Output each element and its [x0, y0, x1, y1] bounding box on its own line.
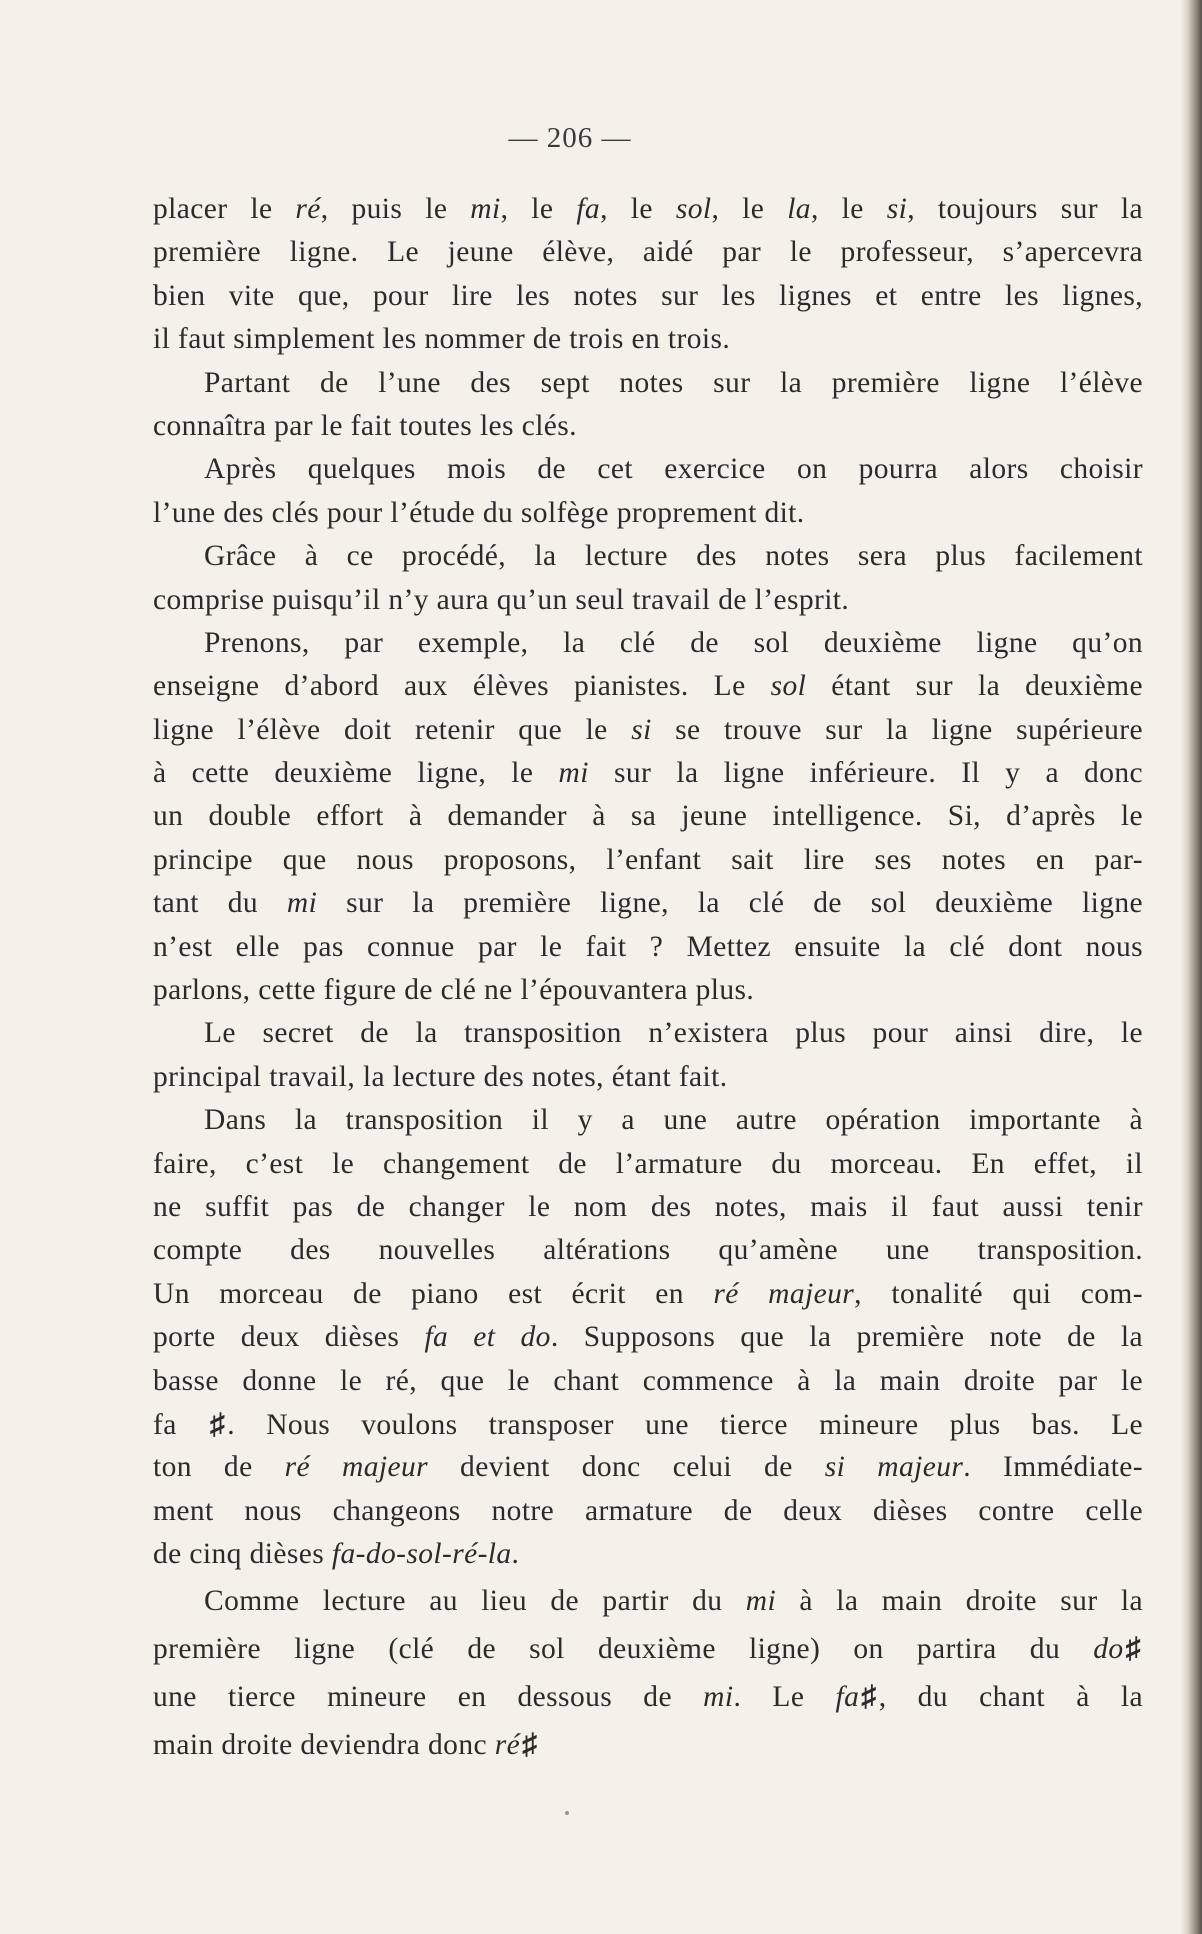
text-run: basse donne le ré, que le chant commence à la main droite par le — [153, 1364, 1143, 1397]
text-line — [153, 318, 1143, 361]
text-run: l’une des clés pour l’étude du solfège proprement dit. — [153, 496, 805, 529]
text-line — [153, 795, 1143, 838]
italic-term: ré — [494, 1728, 521, 1761]
text-run: il faut simplement les nommer de trois en trois. — [153, 323, 731, 356]
text-run: . — [511, 1538, 520, 1571]
text-line — [153, 969, 1143, 1012]
sharp-sign-icon: ♯ — [861, 1679, 877, 1713]
text-line — [153, 275, 1143, 318]
text-run: , toujours sur la — [907, 193, 1143, 225]
text-run: , le — [711, 193, 788, 225]
text-line — [153, 926, 1143, 969]
italic-term: fa — [576, 193, 601, 225]
text-line — [153, 1056, 1143, 1099]
text-line — [153, 362, 1143, 405]
text-line — [153, 1721, 1143, 1769]
text-run: parlons, cette figure de clé ne l’épouvantera plus. — [153, 974, 755, 1007]
text-run: ment nous changeons notre armature de deux dièses contre celle — [153, 1494, 1143, 1527]
text-run: ne suffit pas de changer le nom des notes, mais il faut aussi tenir — [153, 1190, 1143, 1223]
text-line — [153, 492, 1143, 535]
text-line — [153, 665, 1143, 708]
text-run: de cinq dièses — [153, 1538, 332, 1571]
text-line — [153, 1625, 1143, 1673]
text-run: . Nous voulons transposer une tierce mineure plus bas. Le — [227, 1408, 1143, 1441]
text-run: comprise puisqu’il n’y aura qu’un seul travail de l’esprit. — [153, 583, 850, 616]
italic-term: si majeur — [824, 1451, 964, 1484]
text-run: connaîtra par le fait toutes les clés. — [153, 409, 577, 442]
italic-term: ré majeur — [713, 1277, 855, 1310]
sharp-sign-icon: ♯ — [1125, 1631, 1141, 1665]
sharp-sign-icon: ♯ — [209, 1407, 226, 1441]
italic-term: do — [1093, 1632, 1124, 1665]
text-run: ligne l’élève doit retenir que le — [153, 713, 632, 746]
text-run: se trouve sur la ligne supérieure — [651, 713, 1143, 746]
text-run: , tonalité qui com- — [854, 1277, 1143, 1310]
italic-term: fa-do-sol-ré-la — [331, 1538, 512, 1571]
text-run: . Le — [733, 1680, 836, 1713]
sharp-sign-icon: ♯ — [522, 1727, 538, 1761]
text-line — [153, 535, 1143, 578]
text-run: . Supposons que la première note de la — [550, 1321, 1143, 1354]
text-run: n’est elle pas connue par le fait ? Mettez ensuite la clé dont nous — [153, 930, 1143, 963]
text-line — [153, 1577, 1143, 1625]
text-line — [153, 1012, 1143, 1055]
italic-term: mi — [470, 193, 501, 225]
text-run: Après quelques mois de cet exercice on pourra alors choisir — [204, 453, 1143, 486]
text-run: étant sur la deuxième — [806, 670, 1143, 703]
text-run: à la main droite sur la — [776, 1584, 1143, 1617]
italic-term: ré majeur — [284, 1451, 429, 1484]
italic-term: si — [631, 713, 652, 746]
text-run: faire, c’est le changement de l’armature du morceau. En effet, il — [153, 1147, 1143, 1180]
text-line — [153, 622, 1143, 665]
text-run: Le secret de la transposition n’existera plus pour ainsi dire, le — [204, 1017, 1143, 1050]
text-line — [153, 1186, 1143, 1229]
text-line — [153, 1673, 1143, 1721]
text-run: Comme lecture au lieu de partir du — [204, 1584, 746, 1617]
text-run: compte des nouvelles altérations qu’amène une transposition. — [153, 1234, 1143, 1267]
text-run: main droite deviendra donc — [153, 1728, 495, 1761]
text-line — [153, 1446, 1143, 1489]
text-run: Partant de l’une des sept notes sur la première ligne l’élève — [204, 366, 1143, 399]
text-run: principal travail, la lecture des notes, étant fait. — [153, 1060, 728, 1093]
italic-term: si — [886, 193, 908, 225]
text-run: , le — [810, 193, 887, 225]
text-run: sur la ligne inférieure. Il y a donc — [588, 757, 1143, 790]
italic-term: mi — [286, 887, 318, 920]
text-line — [153, 839, 1143, 882]
text-line — [153, 231, 1143, 274]
italic-term: la — [787, 193, 811, 225]
italic-term: mi — [745, 1584, 777, 1617]
text-line — [153, 1316, 1143, 1359]
text-run: placer le — [153, 193, 296, 225]
text-run: à cette deuxième ligne, le — [153, 757, 559, 790]
text-run: bien vite que, pour lire les notes sur les lignes et entre les lignes, — [153, 279, 1143, 312]
text-run: enseigne d’abord aux élèves pianistes. Le — [153, 670, 771, 703]
text-run: Un morceau de piano est écrit en — [153, 1277, 714, 1310]
ink-speck — [565, 1811, 569, 1815]
text-run: , le — [500, 193, 577, 225]
page-number: — 206 — — [508, 122, 632, 154]
body-text — [153, 188, 1143, 1769]
text-run: première ligne. Le jeune élève, aidé par le professeur, s’apercevra — [153, 236, 1143, 269]
text-line — [153, 1229, 1143, 1272]
page-edge-shadow — [1180, 0, 1202, 1934]
text-line — [153, 579, 1143, 622]
italic-term: fa — [835, 1680, 860, 1713]
text-line — [153, 405, 1143, 448]
text-run: un double effort à demander à sa jeune intelligence. Si, d’après le — [153, 800, 1143, 833]
text-line — [153, 882, 1143, 925]
text-run: fa — [153, 1408, 208, 1441]
text-line — [153, 1273, 1143, 1316]
text-run: principe que nous proposons, l’enfant sait lire ses notes en par- — [153, 843, 1143, 876]
text-line — [153, 448, 1143, 491]
italic-term: sol — [675, 193, 712, 225]
text-run: Dans la transposition il y a une autre opération importante à — [204, 1104, 1143, 1137]
text-run: porte deux dièses — [153, 1321, 425, 1354]
text-line — [153, 1490, 1143, 1533]
text-run: devient donc celui de — [428, 1451, 825, 1484]
text-run: , le — [600, 193, 676, 225]
text-run: première ligne (clé de sol deuxième ligne) on partira du — [153, 1632, 1094, 1665]
italic-term: fa et do — [424, 1321, 551, 1354]
text-line — [153, 1143, 1143, 1186]
text-line — [153, 709, 1143, 752]
italic-term: mi — [703, 1680, 734, 1713]
text-run: , du chant à la — [878, 1680, 1143, 1713]
text-run: tant du — [153, 887, 287, 920]
italic-term: mi — [558, 757, 589, 790]
text-run: , puis le — [320, 193, 471, 225]
italic-term: sol — [770, 670, 807, 703]
text-line — [153, 752, 1143, 795]
text-line — [153, 188, 1143, 231]
text-run: ton de — [153, 1451, 285, 1484]
text-run: Prenons, par exemple, la clé de sol deuxième ligne qu’on — [204, 626, 1143, 659]
text-run: . Immédiate- — [963, 1451, 1143, 1484]
text-line — [153, 1360, 1143, 1403]
text-line — [153, 1533, 1143, 1576]
text-run: une tierce mineure en dessous de — [153, 1680, 704, 1713]
text-run: sur la première ligne, la clé de sol deuxième ligne — [317, 887, 1143, 920]
text-run: Grâce à ce procédé, la lecture des notes sera plus facilement — [204, 540, 1143, 573]
text-line — [153, 1403, 1143, 1446]
italic-term: ré — [295, 193, 321, 225]
text-line — [153, 1099, 1143, 1142]
